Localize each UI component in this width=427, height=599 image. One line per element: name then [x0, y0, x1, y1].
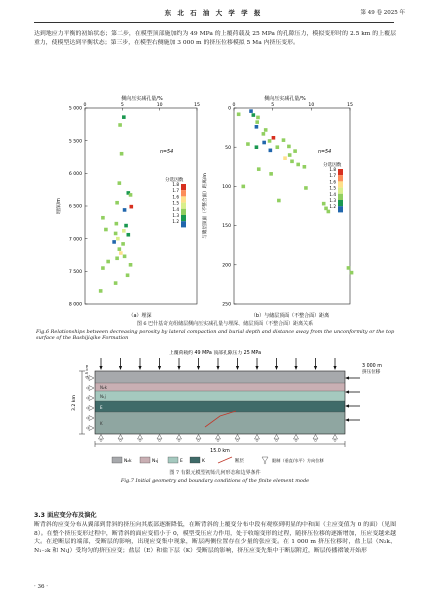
- layer-letter-n1j: N₁j: [100, 394, 106, 399]
- fig7-caption-cn: 图 7 有限元模型初始几何形态和边界条件: [169, 470, 261, 476]
- x-tick-label: 10: [156, 103, 163, 108]
- constraint-symbol: [99, 435, 104, 440]
- legend-constraint-label: 限制（垂直/水平）方向位移: [272, 458, 324, 463]
- layer-letter-k: K: [100, 421, 103, 426]
- legend-tick: 1.7: [172, 188, 179, 194]
- legend-tick: 1.6: [329, 179, 336, 185]
- left-height-label: 3.2 km: [72, 395, 77, 411]
- constraint-symbol: [255, 435, 260, 440]
- x-tick-label: 5: [120, 103, 124, 108]
- y-tick-label: 5 000: [68, 106, 82, 112]
- y-tick-label: 6 500: [68, 204, 82, 210]
- right-displacement-arrows: [345, 376, 360, 421]
- legend-tick: 1.8: [329, 167, 336, 172]
- layer-n2k: [95, 383, 345, 391]
- x-tick-label: 5: [271, 103, 275, 108]
- constraint-symbol: [294, 435, 299, 440]
- legend-item-n2k: N₂k: [124, 459, 132, 464]
- legend-tick: 1.8: [172, 182, 179, 187]
- layer-letter-e: E: [100, 405, 103, 410]
- fig6-caption-en: Fig.6 Relationships between decreasing porosity by lateral compaction and burial depth and distance away from the unconformity or the top surface of the Bashijiqike Formation: [36, 329, 395, 342]
- x-tick-label: 10: [308, 103, 315, 108]
- legend-tick: 1.2: [172, 219, 179, 225]
- constraint-symbol: [89, 406, 94, 411]
- panel-b-n-label: n=54: [318, 150, 332, 155]
- constraint-symbol: [138, 435, 143, 440]
- constraint-symbol: [274, 435, 279, 440]
- legend-tick: 1.4: [329, 191, 336, 197]
- legend-fault-swatch: [218, 457, 232, 463]
- legend-tick: 1.2: [329, 204, 336, 210]
- legend-tick: 1.4: [172, 206, 179, 212]
- legend-tick: 1.5: [172, 200, 179, 206]
- y-tick-label: 8 000: [68, 302, 82, 308]
- panel-a-legend-title: 分选因数: [165, 178, 184, 183]
- layer-k: [95, 412, 345, 434]
- y-tick-label: 100: [222, 185, 231, 190]
- constraint-symbol: [89, 416, 94, 421]
- constraint-symbol: [89, 426, 94, 431]
- legend-item-k: K: [202, 459, 205, 464]
- constraint-symbol: [89, 376, 94, 381]
- left-height-sub: 1.5 km: [84, 364, 89, 378]
- bottom-boundary-constraints: [99, 435, 338, 442]
- x-tick-label: 0: [83, 103, 87, 108]
- right-disp-sub: 挤压位移: [362, 370, 381, 375]
- y-tick-label: 7 000: [68, 237, 82, 243]
- layer-n1j: [95, 391, 345, 401]
- model-body: [95, 371, 345, 434]
- legend-tick: 1.5: [329, 185, 336, 191]
- panel-a-y-label: 埋深/m: [57, 198, 62, 214]
- right-disp-label: 3 000 m: [362, 364, 382, 369]
- layer-e: [95, 401, 345, 412]
- layer-letter-n2k: N₂k: [100, 385, 107, 390]
- section-paragraph: 断背斜的应变分布从翼部到背斜的挤压向其底部逐渐降低，在断背斜的上覆变分布中段有观察到明显的中和面（主应变值为 0 的面）（见图 8）。在整个挤压变形过程中，断背斜的面应变值小于 0，模型受压应力作用，处于收缩变形的过程，随挤压位移的逐渐增加，压应变越来越大。在逆断层的端部，受断层的影响，出现应变集中现象，断层两侧位置存在少量的张应变。在 1 000 m 挤压位移时，盐上层（N₂k、N₁₋₂k 和 N₁j）受均匀的挤压应变；盐层（E）和盐下层（K）受断层的影响，挤压应变先集中于断层附近，断层传播褶皱开始形: [34, 522, 396, 554]
- constraint-symbol: [235, 435, 240, 440]
- constraint-symbol: [157, 435, 162, 440]
- x-tick-label: 0: [232, 103, 236, 108]
- legend-item-e: E: [180, 459, 183, 464]
- panel-a-top-label: 侧向压实减孔量/%: [121, 96, 163, 102]
- constraint-symbol: [196, 435, 201, 440]
- constraint-symbol: [313, 435, 318, 440]
- page-number: · 36 ·: [34, 584, 48, 590]
- y-tick-label: 200: [222, 263, 231, 269]
- legend-item-n1j: N₁j: [152, 459, 159, 464]
- x-tick-label: 15: [194, 103, 200, 108]
- x-tick-label: 15: [347, 103, 353, 108]
- constraint-symbol: [177, 435, 182, 440]
- constraint-symbol: [333, 435, 338, 440]
- section-title: 3.3 面应变分布及演化: [34, 512, 97, 519]
- y-tick-label: 7 500: [68, 269, 82, 275]
- panel-b-subcaption: （b）与储层顶面（不整合面）距离: [250, 313, 330, 319]
- constraint-symbol: [118, 435, 123, 440]
- legend-tick: 1.3: [329, 198, 336, 203]
- y-tick-label: 50: [225, 145, 231, 151]
- fig7-legend: [112, 457, 324, 464]
- panel-b-legend-title: 分选因数: [323, 163, 342, 168]
- legend-tick: 1.7: [329, 173, 336, 179]
- y-tick-label: 6 000: [68, 171, 82, 177]
- legend-tick: 1.3: [172, 213, 179, 218]
- panel-b-y-label: 与储层顶面（不整合面）距离/m: [203, 173, 208, 239]
- layer-overburden: [95, 371, 345, 383]
- panel-b-top-label: 侧向压实减孔量/%: [264, 96, 306, 102]
- legend-tick: 1.6: [172, 194, 179, 200]
- y-tick-label: 0: [228, 106, 231, 112]
- width-label: 15.0 km: [210, 449, 230, 454]
- panel-a-subcaption: （a）埋深: [128, 313, 152, 319]
- y-tick-label: 5 500: [68, 139, 82, 145]
- issue-label: 第 49 卷 2025 年: [360, 10, 405, 16]
- y-tick-label: 250: [222, 302, 231, 308]
- constraint-symbol: [89, 396, 94, 401]
- left-boundary-constraints: [87, 376, 95, 431]
- fig6-caption-cn: 图 6 巴什基奇克组储层侧向压实减孔量与埋深、储层顶面（不整合面）距离关系: [136, 321, 314, 327]
- intro-paragraph: 达到地应力平衡的初始状态；第二步，在模型顶部施加约为 49 MPa 的上覆荷载及 25 MPa 的孔隙压力，模拟变形时的 2.5 km 的上覆层重力，使模型达到平衡状态；第三步，在模型右侧施加 3 000 m 的挤压位移模拟 5 Ma 内挤压变形。: [34, 31, 396, 46]
- top-load-label: 上覆荷载约 49 MPa 顶部孔隙压力 25 MPa: [168, 351, 262, 356]
- y-tick-label: 150: [222, 224, 231, 230]
- constraint-symbol: [89, 386, 94, 391]
- legend-fault-label: 断层: [235, 459, 244, 464]
- top-load-arrows: [99, 358, 336, 370]
- panel-a-n-label: n=54: [160, 150, 174, 155]
- fig7-caption-en: Fig.7 Initial geometry and boundary conditions of the finite element mode: [120, 478, 310, 484]
- constraint-symbol: [216, 435, 221, 440]
- journal-title: 东 北 石 油 大 学 学 报: [164, 9, 263, 17]
